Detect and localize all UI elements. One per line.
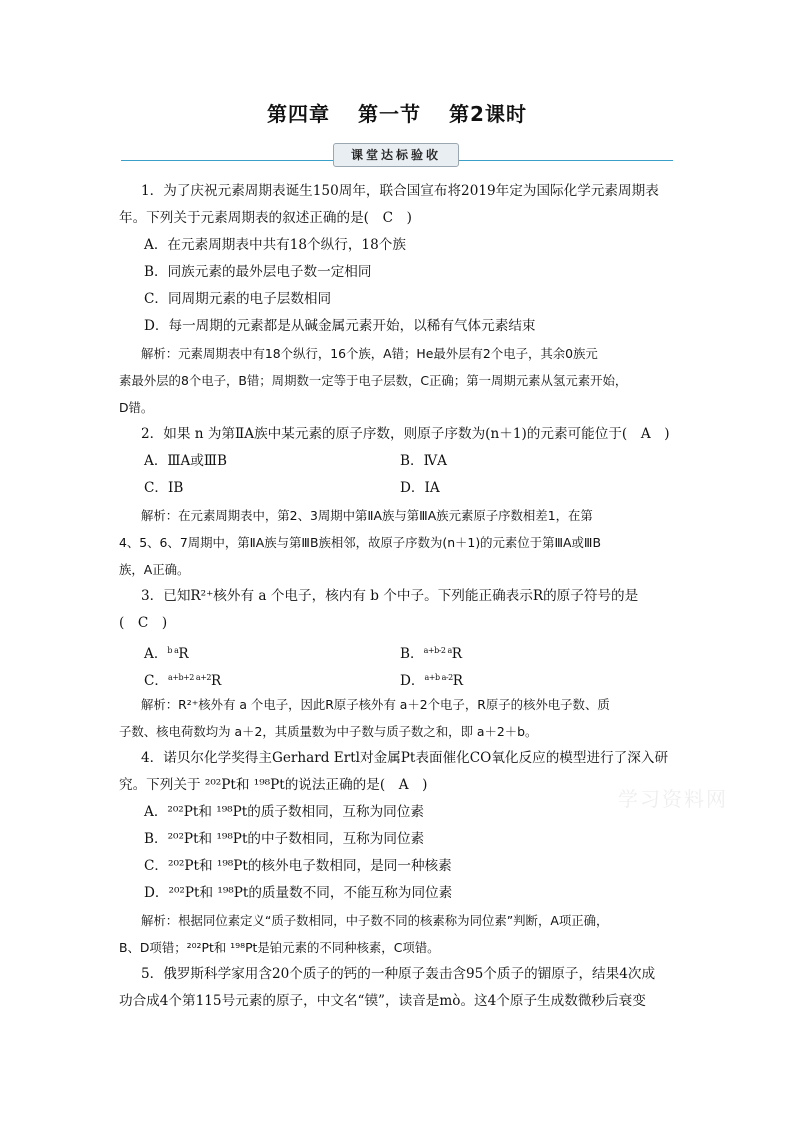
question-4-option-b: B．²⁰²Pt和 ¹⁹⁸Pt的中子数相同，互称为同位素 <box>144 831 425 847</box>
chapter-label: 第四章 <box>267 102 331 126</box>
question-4-explanation-line-2: B、D项错；²⁰²Pt和 ¹⁹⁸Pt是铂元素的不同种核素，C项错。 <box>119 940 440 955</box>
question-4-option-d: D．²⁰²Pt和 ¹⁹⁸Pt的质量数不同，不能互称为同位素 <box>144 885 453 901</box>
watermark: 学习资料网 <box>618 787 728 811</box>
question-2-option-b: B．ⅣA <box>400 453 447 469</box>
question-3-option-b-text: B．$^{a+b-2 a}$R <box>400 646 463 662</box>
question-3-option-a-nuclide-prefix: b a <box>167 646 179 655</box>
question-3-option-b-nuclide-prefix: a+b-2 a <box>423 646 452 655</box>
section-badge: 课堂达标验收 <box>333 143 459 167</box>
question-1-stem-line-2: 年。下列关于元素周期表的叙述正确的是( C ) <box>119 210 412 226</box>
lesson-label: 第2课时 <box>449 102 527 126</box>
question-1-explanation-line-2: 素最外层的8个电子，B错；周期数一定等于电子层数，C正确；第一周期元素从氢元素开始， <box>119 373 628 388</box>
question-3-options-row-1 <box>119 637 685 664</box>
question-2-explanation-line-2: 4、5、6、7周期中，第ⅡA族与第ⅢB族相邻，故原子序数为(n＋1)的元素位于第ⅢA或ⅢB <box>119 535 601 550</box>
question-3-option-a <box>144 646 189 662</box>
question-1-option-b: B．同族元素的最外层电子数一定相同 <box>144 264 372 280</box>
question-3-explanation-line-1: 解析：R²⁺核外有 a 个电子，因此R原子核外有 a＋2个电子，R原子的核外电子数、质 <box>141 697 610 712</box>
question-2-options-row-2 <box>119 475 685 502</box>
question-4-stem-line-2: 究。下列关于 ²⁰²Pt和 ¹⁹⁸Pt的说法正确的是( A ) <box>119 777 428 793</box>
question-3-stem-line-1: 3．已知R²⁺核外有 a 个电子，核内有 b 个中子。下列能正确表示R的原子符号的是 <box>141 588 639 604</box>
question-3-stem-line-2: ( C ) <box>119 615 168 631</box>
question-2-options-row-1 <box>119 448 685 475</box>
question-1-option-c: C．同周期元素的电子层数相同 <box>144 291 332 307</box>
question-4-option-a: A．²⁰²Pt和 ¹⁹⁸Pt的质子数相同，互称为同位素 <box>144 804 424 820</box>
question-4-stem-line-1: 4．诺贝尔化学奖得主Gerhard Ertl对金属Pt表面催化CO氧化反应的模型进行了深入研 <box>141 750 669 766</box>
question-1-option-d: D．每一周期的元素都是从碱金属元素开始，以稀有气体元素结束 <box>144 318 536 334</box>
section-label: 第一节 <box>358 102 422 126</box>
question-1-explanation-line-1: 解析：元素周期表中有18个纵行，16个族，A错；He最外层有2个电子，其余0族元 <box>141 346 598 361</box>
question-3-explanation-line-2: 子数、核电荷数均为 a＋2，其质量数为中子数与质子数之和，即 a＋2＋b。 <box>119 724 538 739</box>
question-3-option-c-nuclide-prefix: a+b+2 a+2 <box>168 673 211 682</box>
document-body <box>119 178 685 1015</box>
question-2-stem-line-1: 2．如果 n 为第ⅡA族中某元素的原子序数，则原子序数为(n＋1)的元素可能位于( A ) <box>141 426 670 442</box>
question-5-stem-line-1: 5．俄罗斯科学家用含20个质子的钙的一种原子轰击含95个质子的镅原子，结果4次成 <box>141 966 656 982</box>
page-title <box>0 98 794 127</box>
question-3-option-c <box>144 673 221 689</box>
question-1-explanation-line-3: D错。 <box>119 400 154 415</box>
question-3-option-d-text: D．$^{a+b a-2}$R <box>400 673 463 689</box>
question-5-stem-line-2: 功合成4个第115号元素的原子，中文名“镆”，读音是mò。这4个原子生成数微秒后衰变 <box>119 993 646 1009</box>
question-2-option-d: D．ⅠA <box>400 480 440 496</box>
question-2-explanation-line-3: 族，A正确。 <box>119 562 190 577</box>
question-3-option-d-nuclide-prefix: a+b a-2 <box>424 673 453 682</box>
question-4-explanation-line-1: 解析：根据同位素定义“质子数相同，中子数不同的核素称为同位素”判断，A项正确， <box>141 913 609 928</box>
question-2-option-c: C．ⅠB <box>144 480 184 496</box>
question-3-option-c-text: C．$^{a+b+2 a+2}$R <box>144 673 222 689</box>
question-1-stem-line-1: 1．为了庆祝元素周期表诞生150周年，联合国宣布将2019年定为国际化学元素周期表 <box>141 183 659 199</box>
question-1-option-a: A．在元素周期表中共有18个纵行，18个族 <box>144 237 406 253</box>
question-4-option-c: C．²⁰²Pt和 ¹⁹⁸Pt的核外电子数相同，是同一种核素 <box>144 858 452 874</box>
question-2-explanation-line-1: 解析：在元素周期表中，第2、3周期中第ⅡA族与第ⅢA族元素原子序数相差1，在第 <box>141 508 593 523</box>
question-3-options-row-2 <box>119 664 685 691</box>
question-2-option-a: A．ⅢA或ⅢB <box>144 453 228 469</box>
question-3-option-a-text: A．$^{b a}$R <box>144 646 189 662</box>
